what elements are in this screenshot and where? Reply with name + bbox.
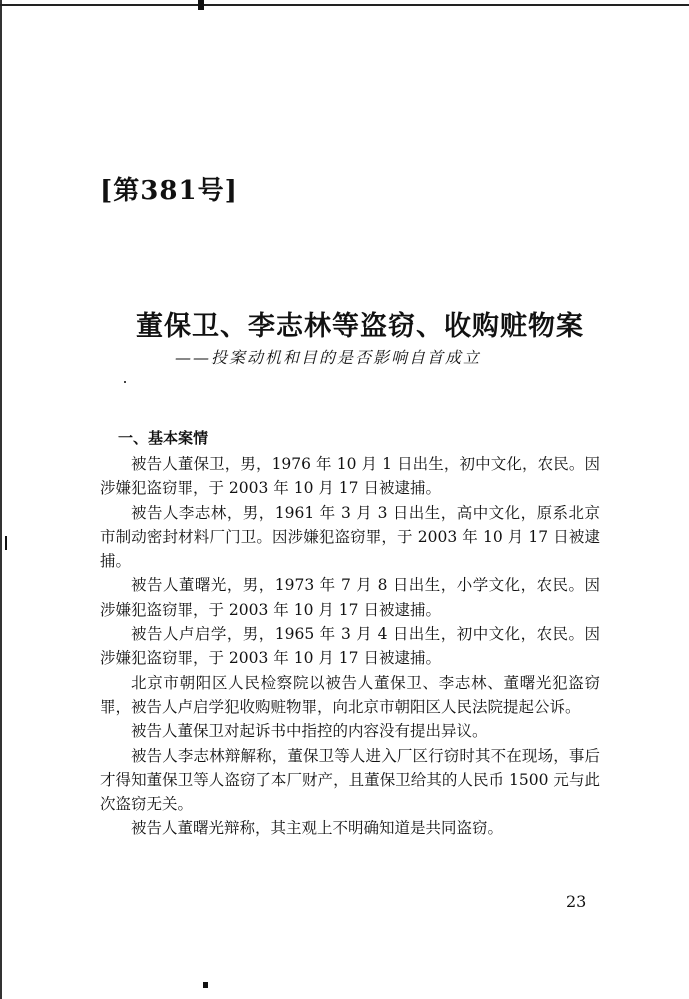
paragraph: 被告人李志林辩解称，董保卫等人进入厂区行窃时其不在现场，事后才得知董保卫等人盗窃了本厂财产，且董保卫给其的人民币 1500 元与此次盗窃无关。: [100, 746, 600, 814]
section-heading: 一、基本案情: [118, 429, 209, 447]
body-text: [100, 452, 600, 841]
top-rule: [0, 4, 689, 6]
margin-mark: [5, 536, 7, 550]
paragraph: 被告人董保卫对起诉书中指控的内容没有提出异议。: [131, 722, 488, 741]
paragraph: 被告人李志林，男，1961 年 3 月 3 日出生，高中文化，原系北京市制动密封材料厂门卫。因涉嫌犯盗窃罪，于 2003 年 10 月 17 日被逮捕。: [100, 503, 600, 571]
paragraph: 被告人董曙光，男，1973 年 7 月 8 日出生，小学文化，农民。因涉嫌犯盗窃罪，于 2003 年 10 月 17 日被逮捕。: [100, 576, 600, 619]
case-title: 董保卫、李志林等盗窃、收购赃物案: [136, 311, 584, 342]
top-tick-mark: [198, 0, 204, 10]
case-number: [第381号]: [100, 176, 238, 206]
page-left-edge: [0, 0, 2, 999]
scan-speck: [124, 381, 126, 383]
paragraph: 北京市朝阳区人民检察院以被告人董保卫、李志林、董曙光犯盗窃罪，被告人卢启学犯收购赃物罪，向北京市朝阳区人民法院提起公诉。: [100, 673, 600, 716]
case-subtitle: ——投案动机和目的是否影响自首成立: [175, 348, 482, 367]
page-number: 23: [566, 892, 587, 911]
bottom-dot: [203, 982, 208, 988]
paragraph: 被告人董曙光辩称，其主观上不明确知道是共同盗窃。: [131, 819, 504, 838]
paragraph: 被告人卢启学，男，1965 年 3 月 4 日出生，初中文化，农民。因涉嫌犯盗窃罪，于 2003 年 10 月 17 日被逮捕。: [100, 625, 600, 668]
paragraph: 被告人董保卫，男，1976 年 10 月 1 日出生，初中文化，农民。因涉嫌犯盗窃罪，于 2003 年 10 月 17 日被逮捕。: [100, 455, 600, 498]
